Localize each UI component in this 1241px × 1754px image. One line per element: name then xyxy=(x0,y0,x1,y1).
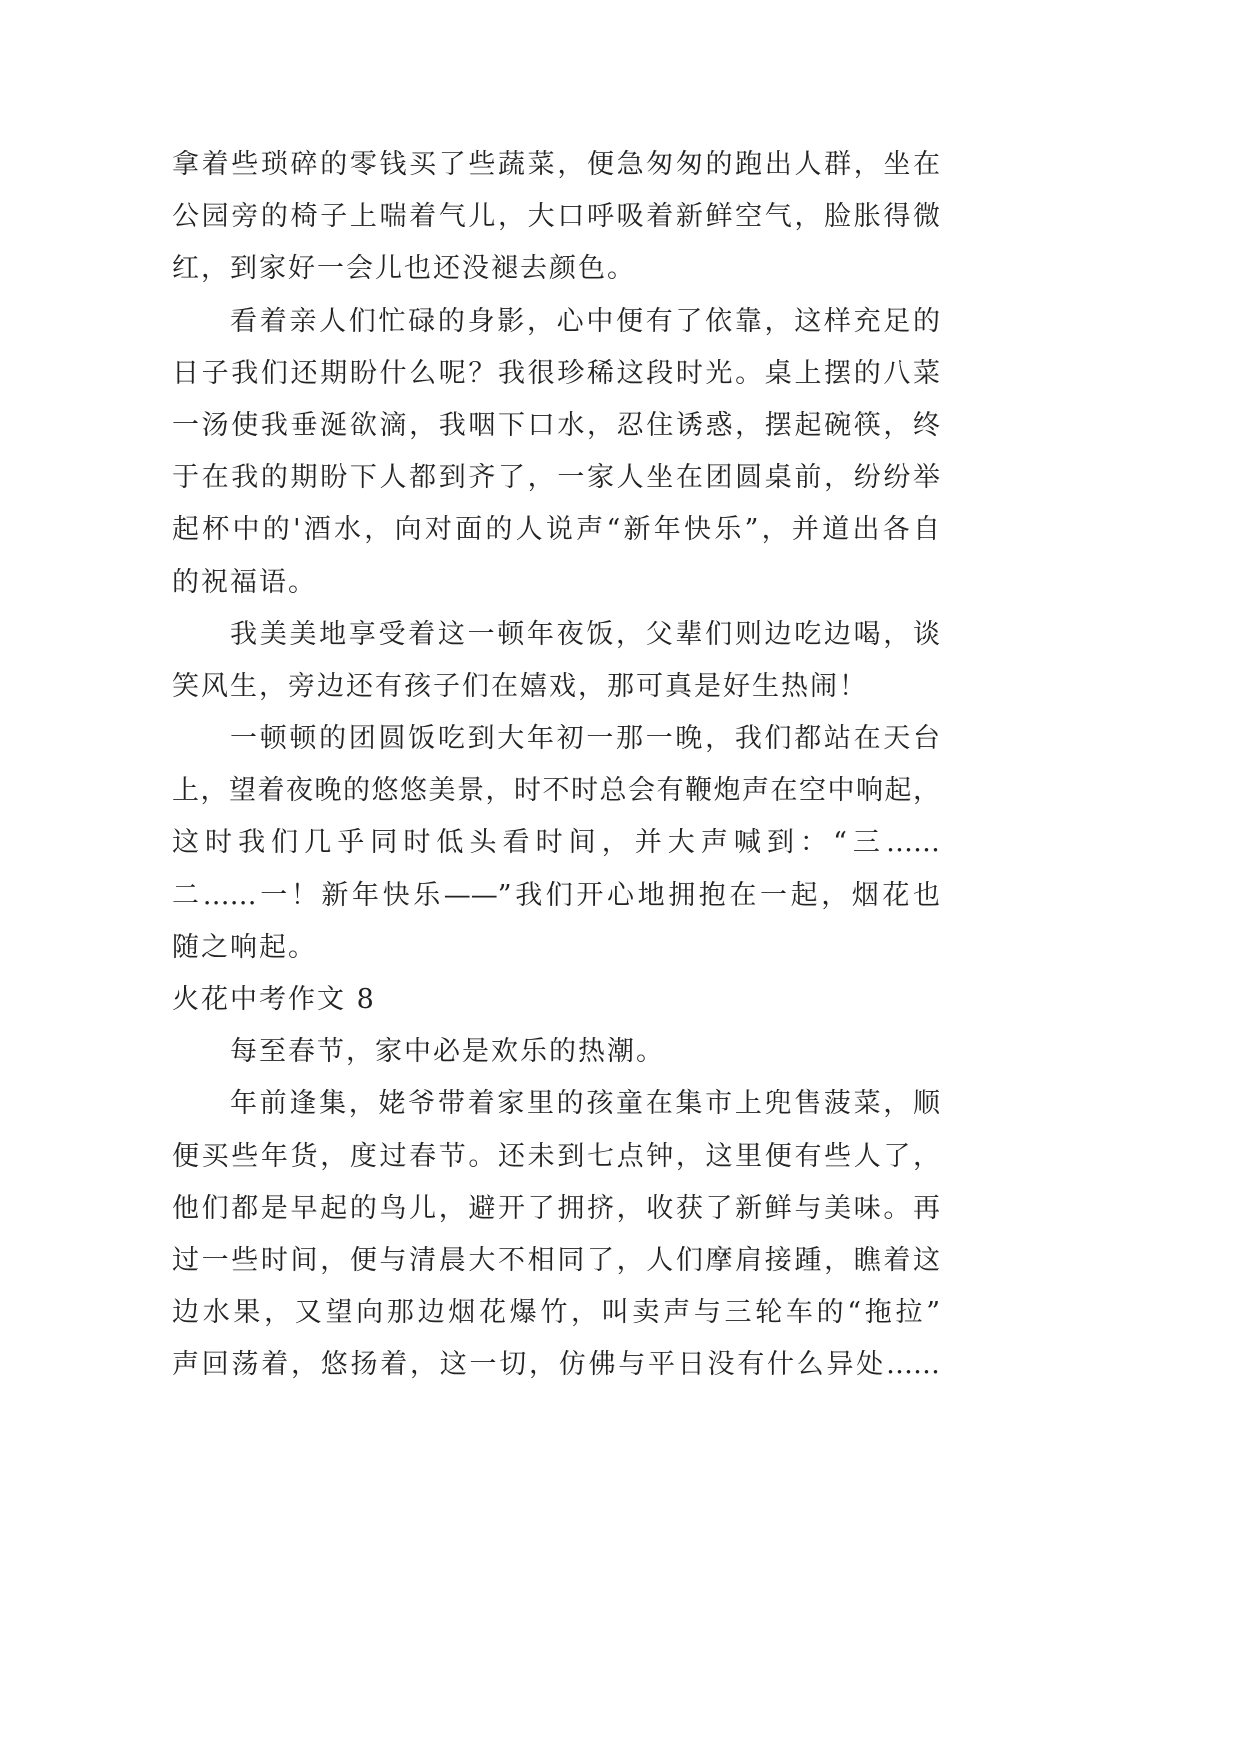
text-line: 笑风生，旁边还有孩子们在嬉戏，那可真是好生热闹！ xyxy=(172,670,868,702)
text-line: 上，望着夜晚的悠悠美景，时不时总会有鞭炮声在空中响起， xyxy=(172,775,940,807)
text-line: 我美美地享受着这一顿年夜饭，父辈们则边吃边喝，谈 xyxy=(230,618,940,650)
text-line: 日子我们还期盼什么呢？我很珍稀这段时光。桌上摆的八菜 xyxy=(172,357,940,389)
text-line: 于在我的期盼下人都到齐了，一家人坐在团圆桌前，纷纷举 xyxy=(172,462,940,494)
text-line: 公园旁的椅子上喘着气儿，大口呼吸着新鲜空气，脸胀得微 xyxy=(172,201,940,233)
paragraph xyxy=(172,1026,940,1078)
text-line: 一顿顿的团圆饭吃到大年初一那一晚，我们都站在天台 xyxy=(230,723,940,755)
text-line: 边水果，又望向那边烟花爆竹，叫卖声与三轮车的“拖拉” xyxy=(172,1297,940,1329)
text-line: 他们都是早起的鸟儿，避开了拥挤，收获了新鲜与美味。再 xyxy=(172,1192,940,1224)
paragraph xyxy=(172,713,940,974)
text-line: 看着亲人们忙碌的身影，心中便有了依靠，这样充足的 xyxy=(230,305,940,337)
paragraph xyxy=(172,1078,940,1391)
text-line: 过一些时间，便与清晨大不相同了，人们摩肩接踵，瞧着这 xyxy=(172,1244,940,1276)
text-line: 拿着些琐碎的零钱买了些蔬菜，便急匆匆的跑出人群，坐在 xyxy=(172,149,940,180)
text-line: 每至春节，家中必是欢乐的热潮。 xyxy=(230,1036,665,1068)
text-line: 这时我们几乎同时低头看时间，并大声喊到：“三…… xyxy=(172,827,940,859)
text-line: 声回荡着，悠扬着，这一切，仿佛与平日没有什么异处…… xyxy=(172,1349,940,1381)
text-line: 的祝福语。 xyxy=(172,566,317,598)
text-line: 红，到家好一会儿也还没褪去颜色。 xyxy=(172,253,636,285)
text-line: 二……一！新年快乐——”我们开心地拥抱在一起，烟花也 xyxy=(172,879,940,911)
text-line: 便买些年货，度过春节。还未到七点钟，这里便有些人了， xyxy=(172,1140,940,1172)
text-line: 年前逢集，姥爷带着家里的孩童在集市上兜售菠菜，顺 xyxy=(230,1088,940,1120)
text-line: 随之响起。 xyxy=(172,931,317,963)
paragraph xyxy=(172,609,940,713)
paragraph xyxy=(172,296,940,609)
section-heading: 火花中考作文 8 xyxy=(172,984,376,1015)
document-body xyxy=(172,139,940,1392)
text-line: 起杯中的'酒水，向对面的人说声“新年快乐”，并道出各自 xyxy=(172,514,940,546)
paragraph xyxy=(172,139,940,296)
text-line: 一汤使我垂涎欲滴，我咽下口水，忍住诱惑，摆起碗筷，终 xyxy=(172,409,940,441)
